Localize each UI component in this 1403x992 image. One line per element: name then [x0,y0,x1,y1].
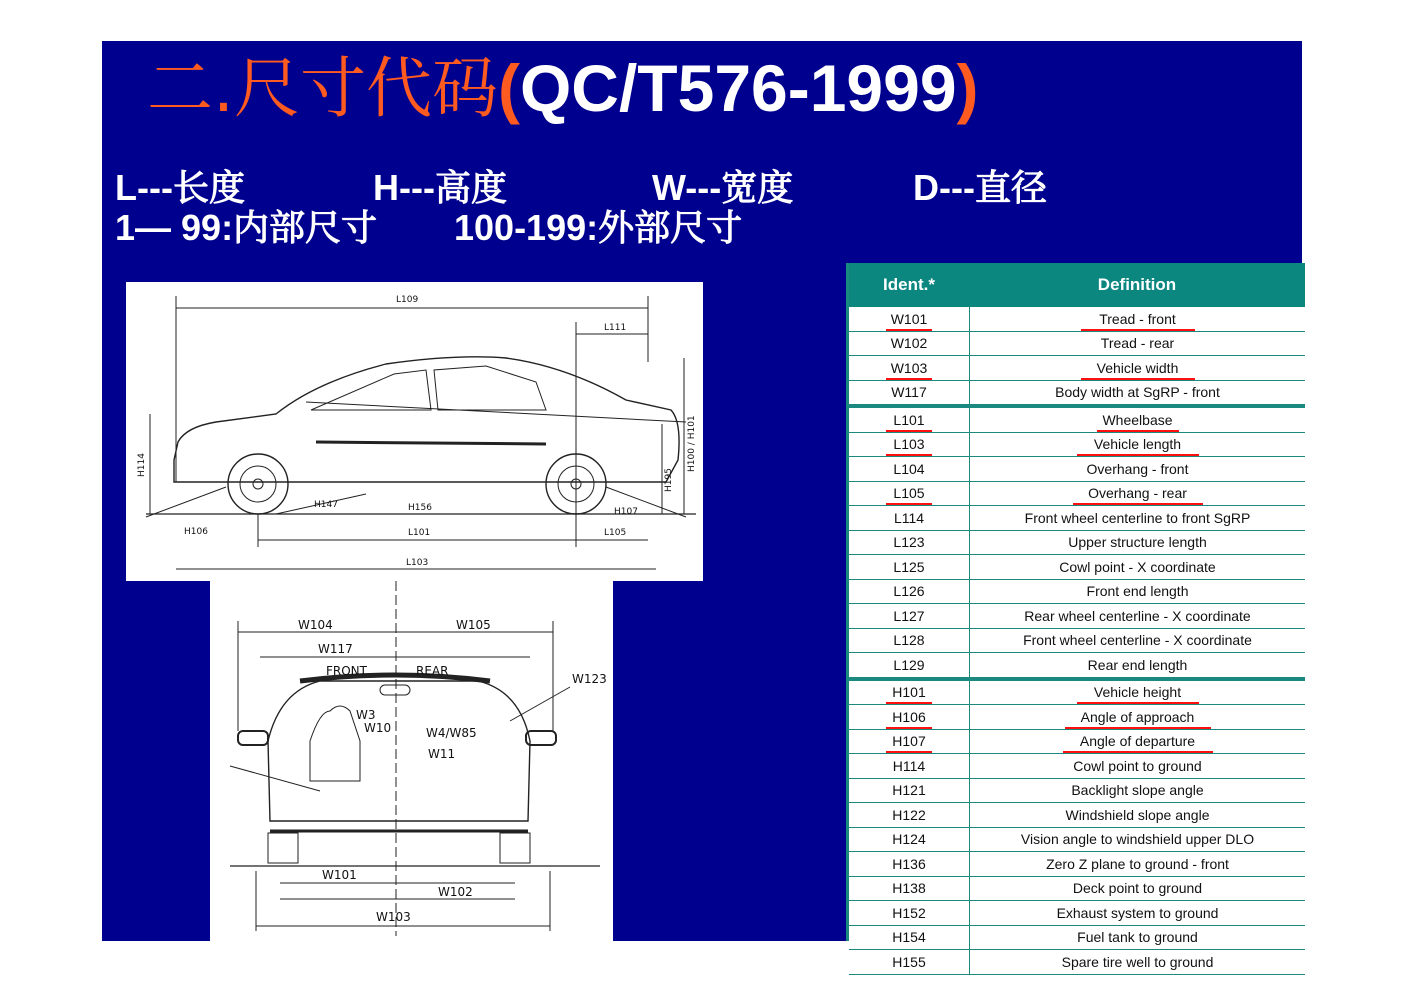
title-standard-code: QC/T576-1999 [519,51,957,125]
cell-definition: Cowl point - X coordinate [1059,558,1216,575]
dim-label-w3: W3 [356,708,376,722]
table-row [849,852,1305,877]
dim-label-h195: H195 [664,468,674,492]
cell-definition: Front wheel centerline - X coordinate [1023,632,1252,649]
table-row [849,653,1305,681]
cell-ident: H107 [849,730,970,754]
table-row [849,555,1305,580]
cell-ident: H124 [849,828,970,852]
cell-definition: Tread - front [970,307,1305,331]
cell-ident: H122 [849,803,970,827]
highlight-underline [1077,702,1199,704]
table-row [849,604,1305,629]
table-row [849,779,1305,804]
cell-definition: Overhang - front [1086,460,1189,477]
dimension-code-table [846,263,1305,970]
cell-definition: Overhang - rear [970,482,1305,506]
cell-ident: L114 [849,506,970,530]
highlight-underline [886,751,932,753]
cell-definition: Angle of approach [970,705,1305,729]
table-row [849,705,1305,730]
cell-ident: W117 [849,381,970,405]
highlight-underline [886,727,932,729]
cell-ident: W103 [849,356,970,380]
header-definition: Definition [1097,275,1177,294]
highlight-underline [1097,430,1179,432]
car-front-view-svg [210,581,613,941]
cell-definition: Vision angle to windshield upper DLO [1020,831,1255,848]
cell-definition: Upper structure length [1068,534,1207,551]
cell-definition: Spare tire well to ground [1061,953,1214,970]
table-row [849,482,1305,507]
slide [102,41,1302,970]
highlight-underline [886,329,932,331]
cell-ident: L129 [849,653,970,677]
dim-label-l105: L105 [604,528,627,538]
table-row [849,433,1305,458]
car-side-view-drawing [126,282,703,581]
highlight-underline [1081,329,1195,331]
code-height: H---高度 [373,167,507,208]
table-row [849,408,1305,433]
dim-label-w102: W102 [438,885,473,899]
dim-label-h156: H156 [408,503,432,513]
cell-ident: H152 [849,901,970,925]
cell-ident: H106 [849,705,970,729]
cell-definition: Body width at SgRP - front [1055,384,1220,401]
cell-ident: H155 [849,950,970,974]
cell-definition: Windshield slope angle [1065,806,1210,823]
highlight-underline [886,430,932,432]
table-row [849,803,1305,828]
table-row [849,901,1305,926]
table-row [849,629,1305,654]
cell-ident: H136 [849,852,970,876]
dim-label-w4-w85: W4/W85 [426,726,477,740]
table-row [849,307,1305,332]
dim-label-w123: W123 [572,672,607,686]
cell-definition: Front end length [1086,583,1189,600]
table-row [849,950,1305,975]
highlight-underline [1073,503,1203,505]
table-row [849,877,1305,902]
cell-ident: L128 [849,629,970,653]
car-side-view-svg [126,282,703,581]
dim-label-w103: W103 [376,910,411,924]
cell-definition: Fuel tank to ground [1077,929,1198,946]
table-row [849,580,1305,605]
code-length: L---长度 [115,167,245,208]
title-chinese: 二.尺寸代码 [147,50,498,127]
dim-label-l109: L109 [396,295,419,305]
highlight-underline [1081,378,1195,380]
cell-definition: Backlight slope angle [1071,782,1204,799]
dim-label-w104: W104 [298,618,333,632]
rear-label: REAR [416,664,449,678]
dim-label-w105: W105 [456,618,491,632]
cell-ident: W102 [849,332,970,356]
cell-ident: L104 [849,457,970,481]
table-row [849,828,1305,853]
code-width: W---宽度 [652,167,794,208]
cell-definition: Exhaust system to ground [1056,904,1219,921]
cell-ident: H154 [849,926,970,950]
cell-ident: H121 [849,779,970,803]
cell-ident: L103 [849,433,970,457]
dim-label-w117: W117 [318,642,353,656]
cell-definition: Cowl point to ground [1073,757,1202,774]
cell-definition: Rear wheel centerline - X coordinate [1024,607,1251,624]
code-internal-range: 1— 99:内部尺寸 [115,207,378,248]
cell-definition: Front wheel centerline to front SgRP [1024,509,1251,526]
car-front-view-drawing [210,581,613,941]
cell-definition: Vehicle width [970,356,1305,380]
front-label: FRONT [326,664,367,678]
table-body [849,307,1305,975]
highlight-underline [1063,751,1213,753]
cell-ident: H138 [849,877,970,901]
highlight-underline [886,503,932,505]
table-header [849,263,1305,307]
table-row [849,381,1305,409]
highlight-underline [1065,727,1211,729]
cell-ident: L101 [849,408,970,432]
cell-definition: Vehicle height [970,681,1305,705]
table-row [849,506,1305,531]
dim-label-w11: W11 [428,747,456,761]
table-row [849,531,1305,556]
cell-definition: Wheelbase [970,408,1305,432]
dim-label-h106: H106 [184,527,208,537]
dim-label-h100-h101: H100 / H101 [687,415,697,472]
cell-ident: H101 [849,681,970,705]
table-row [849,754,1305,779]
table-row [849,332,1305,357]
cell-definition: Tread - rear [1100,335,1175,352]
code-diameter: D---直径 [913,167,1047,208]
cell-ident: L105 [849,482,970,506]
cell-definition: Rear end length [1087,656,1188,673]
dim-label-h147: H147 [314,500,338,510]
table-row [849,926,1305,951]
dim-label-l101: L101 [408,528,431,538]
highlight-underline [886,454,932,456]
dim-label-h107: H107 [614,507,638,517]
table-row [849,457,1305,482]
cell-definition: Zero Z plane to ground - front [1046,855,1229,872]
highlight-underline [886,378,932,380]
dim-label-h114: H114 [137,453,147,477]
highlight-underline [1077,454,1199,456]
table-row [849,356,1305,381]
dim-label-w101: W101 [322,868,357,882]
cell-ident: L127 [849,604,970,628]
dim-label-l111: L111 [604,323,627,333]
slide-title: 二.尺寸代码(QC/T576-1999) [147,50,979,127]
cell-definition: Deck point to ground [1072,880,1203,897]
dim-label-l103: L103 [406,558,429,568]
cell-definition: Angle of departure [970,730,1305,754]
cell-ident: W101 [849,307,970,331]
code-external-range: 100-199:外部尺寸 [454,207,743,248]
table-row [849,681,1305,706]
cell-ident: L125 [849,555,970,579]
table-row [849,730,1305,755]
cell-ident: H114 [849,754,970,778]
dim-label-w10: W10 [364,721,392,735]
cell-ident: L126 [849,580,970,604]
cell-ident: L123 [849,531,970,555]
header-ident: Ident.* [883,275,935,294]
highlight-underline [886,702,932,704]
cell-definition: Vehicle length [970,433,1305,457]
